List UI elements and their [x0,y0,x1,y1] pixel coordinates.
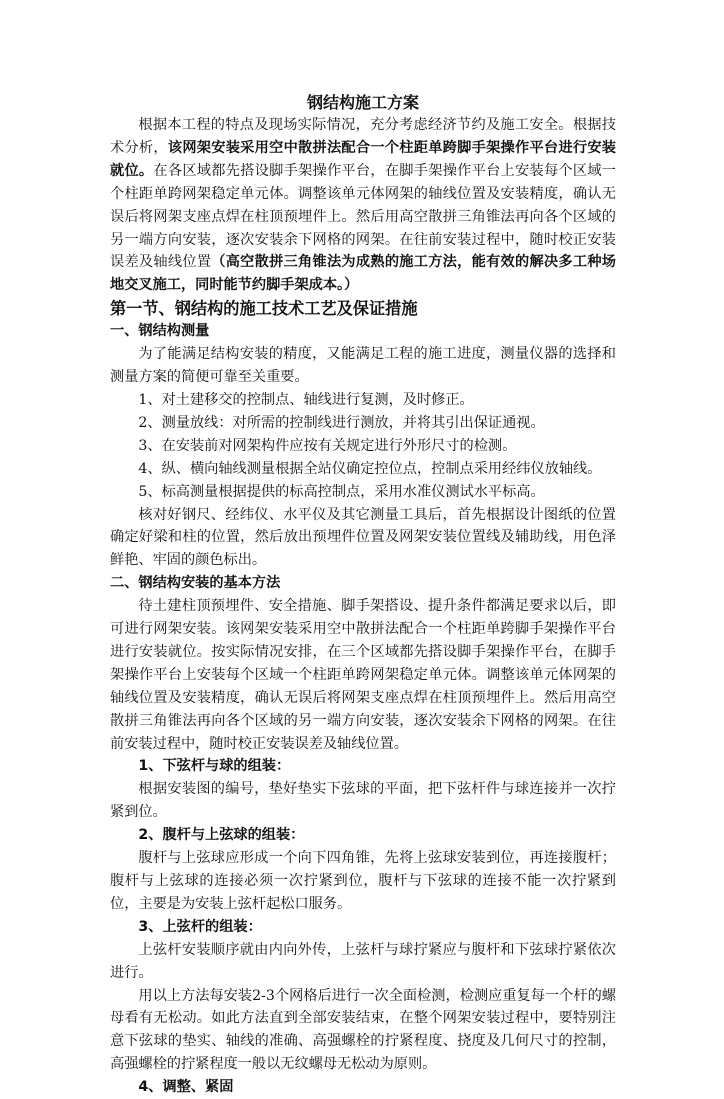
step-1-heading: 1、下弦杆与球的组装： [138,758,291,775]
intro-bold-2: （高空散拼三角锥法为成熟的施工方法，能有效的解决多工种场地交叉施工，同时能节约脚手架成本。） [110,254,616,294]
step-1-text: 根据安装图的编号，垫好垫实下弦球的平面，把下弦杆件与球连接并一次拧紧到位。 [110,781,616,821]
subsection-1-heading: 一、钢结构测量 [110,323,210,340]
section-1-heading: 第一节、钢结构的施工技术工艺及保证措施 [110,299,418,319]
list-item: 2、测量放线：对所需的控制线进行测放，并将其引出保证通视。 [138,414,545,431]
step-2-heading: 2、腹杆与上弦球的组装： [138,827,305,844]
step-3-heading: 3、上弦杆的组装： [138,918,262,935]
intro-text-1: 根据本工程的特点及现场实际情况，充分考虑经济节约及施工安全。根据技术分析， [110,117,616,156]
list-item: 1、对土建移交的控制点、轴线进行复测，及时修正。 [138,391,474,408]
step-4-heading: 4、调整、紧固 [138,1079,234,1096]
list-item: 4、纵、横向轴线测量根据全站仪确定控位点，控制点采用经纬仪放轴线。 [138,460,602,477]
step-3-text: 上弦杆安装顺序就由内向外传，上弦杆与球拧紧应与腹杆和下弦球拧紧依次进行。 [110,941,616,981]
subsection-2-paragraph: 待土建柱顶预埋件、安全措施、脚手架搭设、提升条件都满足要求以后，即可进行网架安装。该网架安装采用空中散拼法配合一个柱距单跨脚手架操作平台进行安装就位。按实际情况安排，在三个区域都先搭设脚手架操作平台，在脚手架操作平台上安装每个区域一个柱距单跨网架稳定单元体。调整该单元体网架的轴线位置及安装精度，确认无误后将网架支座点焊在柱顶预埋件上。然后用高空散拼三角锥法再向各个区域的另一端方向安装，逐次安装余下网格的网架。在往前安装过程中，随时校正安装误差及轴线位置。 [110,598,616,752]
intro-text-2: 在各区域都先搭设脚手架操作平台，在脚手架操作平台上安装每个区域一个柱距单跨网架稳定单元体。调整该单元体网架的轴线位置及安装精度，确认无误后将网架支座点焊在柱顶预埋件上。然后用高空散拼三角锥法再向各个区域的另一端方向安装，逐次安装余下网格的网架。在往前安装过程中，随时校正安装误差及轴线位置 [110,162,616,271]
step-2-text: 腹杆与上弦球应形成一个向下四角锥，先将上弦球安装到位，再连接腹杆；腹杆与上弦球的连接必须一次拧紧到位，腹杆与下弦球的连接不能一次拧紧到位，主要是为安装上弦杆起松口服务。 [110,850,616,912]
subsection-1-paragraph-2: 核对好钢尺、经纬仪、水平仪及其它测量工具后，首先根据设计图纸的位置确定好梁和柱的位置，然后放出预埋件位置及网架安装位置线及辅助线，用色泽鲜艳、牢固的颜色标出。 [110,506,616,569]
document-title: 钢结构施工方案 [306,93,419,112]
list-item: 3、在安装前对网架构件应按有关规定进行外形尺寸的检测。 [138,437,517,454]
document-page [110,92,616,1099]
list-item: 5、标高测量根据提供的标高控制点，采用水准仪测试水平标高。 [138,483,545,500]
subsection-1-paragraph: 为了能满足结构安装的精度，又能满足工程的施工进度，测量仪器的选择和测量方案的简便可靠至关重要。 [110,346,616,386]
step-3-text-2: 用以上方法每安装2-3个网格后进行一次全面检测，检测应重复每一个杆的螺母看有无松动。如此方法直到全部安装结束，在整个网架安装过程中，要特别注意下弦球的垫实、轴线的准确、高强螺栓的拧紧程度、挠度及几何尺寸的控制，高强螺栓的拧紧程度一般以无纹螺母无松动为原则。 [110,987,616,1073]
intro-bold-1: 该网架安装采用空中散拼法配合一个柱距单跨脚手架操作平台进行安装就位。 [110,139,616,179]
subsection-2-heading: 二、钢结构安装的基本方法 [110,575,281,592]
intro-paragraph [110,114,616,297]
